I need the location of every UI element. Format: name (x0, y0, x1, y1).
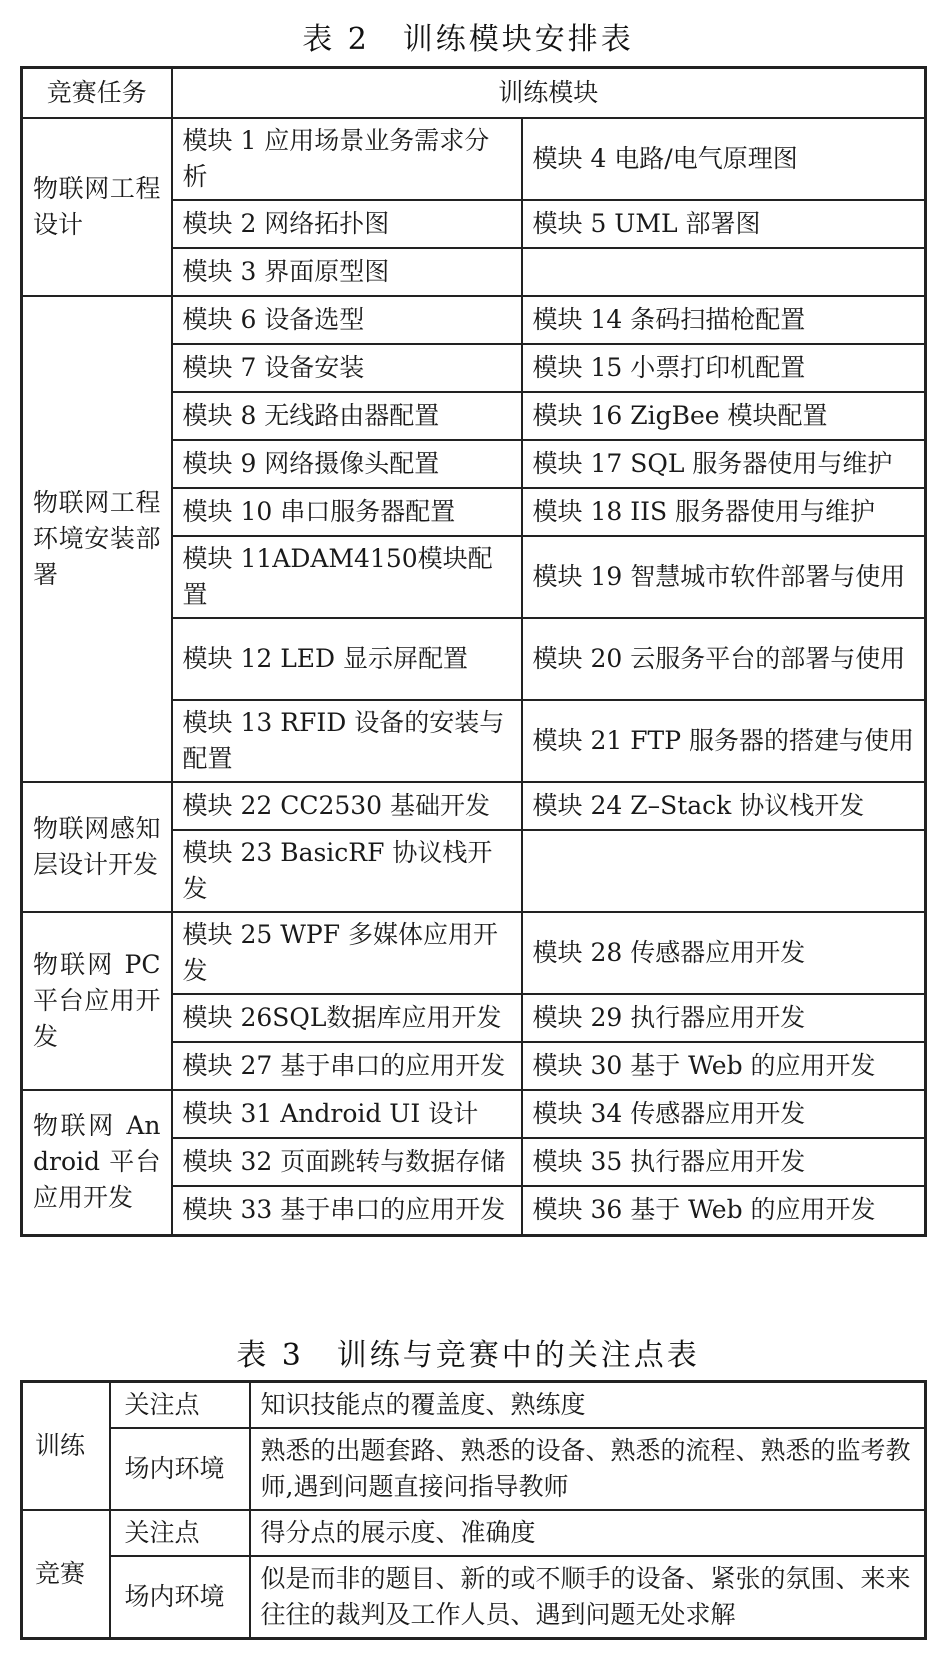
module-cell: 模块 27 基于串口的应用开发 (172, 1042, 522, 1090)
task-cell: 物联网 PC 平台应用开发 (22, 912, 172, 1090)
module-cell: 模块 1 应用场景业务需求分析 (172, 118, 522, 200)
module-cell: 模块 26SQL数据库应用开发 (172, 994, 522, 1042)
table-header-row (22, 68, 926, 118)
module-cell: 模块 5 UML 部署图 (522, 200, 926, 248)
task-cell: 物联网感知层设计开发 (22, 782, 172, 912)
module-cell: 模块 18 IIS 服务器使用与维护 (522, 488, 926, 536)
module-cell (522, 248, 926, 296)
task-cell: 物联网工程环境安装部署 (22, 296, 172, 782)
module-cell: 模块 19 智慧城市软件部署与使用 (522, 536, 926, 618)
module-cell: 模块 36 基于 Web 的应用开发 (522, 1186, 926, 1236)
cropped-text-line (20, 0, 800, 4)
table-row (22, 296, 926, 344)
module-cell: 模块 7 设备安装 (172, 344, 522, 392)
module-cell: 模块 8 无线路由器配置 (172, 392, 522, 440)
description-cell: 知识技能点的覆盖度、熟练度 (250, 1382, 926, 1429)
module-cell: 模块 25 WPF 多媒体应用开发 (172, 912, 522, 994)
aspect-cell: 关注点 (110, 1510, 250, 1556)
description-cell: 熟悉的出题套路、熟悉的设备、熟悉的流程、熟悉的监考教师,遇到问题直接问指导教师 (250, 1428, 926, 1510)
module-cell (522, 830, 926, 912)
table-row (22, 1428, 926, 1510)
aspect-cell: 场内环境 (110, 1428, 250, 1510)
training-module-table (20, 66, 927, 1237)
table-3-caption: 表 3 训练与竞赛中的关注点表 (236, 1338, 700, 1373)
module-cell: 模块 16 ZigBee 模块配置 (522, 392, 926, 440)
table-row (22, 1382, 926, 1429)
category-cell: 训练 (22, 1382, 110, 1511)
module-cell: 模块 30 基于 Web 的应用开发 (522, 1042, 926, 1090)
category-cell: 竞赛 (22, 1510, 110, 1639)
module-cell: 模块 22 CC2530 基础开发 (172, 782, 522, 830)
module-cell: 模块 35 执行器应用开发 (522, 1138, 926, 1186)
description-cell: 似是而非的题目、新的或不顺手的设备、紧张的氛围、来来往往的裁判及工作人员、遇到问题无处求解 (250, 1556, 926, 1639)
module-cell: 模块 11ADAM4150模块配置 (172, 536, 522, 618)
module-cell: 模块 9 网络摄像头配置 (172, 440, 522, 488)
module-cell: 模块 32 页面跳转与数据存储 (172, 1138, 522, 1186)
module-cell: 模块 31 Android UI 设计 (172, 1090, 522, 1138)
module-cell: 模块 33 基于串口的应用开发 (172, 1186, 522, 1236)
aspect-cell: 场内环境 (110, 1556, 250, 1639)
table-row (22, 1510, 926, 1556)
task-cell: 物联网 Android 平台应用开发 (22, 1090, 172, 1236)
table-row (22, 782, 926, 830)
module-cell: 模块 23 BasicRF 协议栈开发 (172, 830, 522, 912)
header-modules: 训练模块 (172, 68, 926, 118)
table-row (22, 118, 926, 200)
module-cell: 模块 20 云服务平台的部署与使用 (522, 618, 926, 700)
module-cell: 模块 6 设备选型 (172, 296, 522, 344)
module-cell: 模块 24 Z–Stack 协议栈开发 (522, 782, 926, 830)
module-cell: 模块 12 LED 显示屏配置 (172, 618, 522, 700)
module-cell: 模块 2 网络拓扑图 (172, 200, 522, 248)
module-cell: 模块 34 传感器应用开发 (522, 1090, 926, 1138)
table-row (22, 912, 926, 994)
task-cell: 物联网工程设计 (22, 118, 172, 296)
header-task: 竞赛任务 (22, 68, 172, 118)
focus-points-table (20, 1380, 927, 1640)
module-cell: 模块 3 界面原型图 (172, 248, 522, 296)
module-cell: 模块 14 条码扫描枪配置 (522, 296, 926, 344)
module-cell: 模块 21 FTP 服务器的搭建与使用 (522, 700, 926, 782)
table-2-caption: 表 2 训练模块安排表 (302, 22, 634, 57)
module-cell: 模块 28 传感器应用开发 (522, 912, 926, 994)
table-row (22, 1090, 926, 1138)
module-cell: 模块 29 执行器应用开发 (522, 994, 926, 1042)
module-cell: 模块 13 RFID 设备的安装与配置 (172, 700, 522, 782)
aspect-cell: 关注点 (110, 1382, 250, 1429)
module-cell: 模块 10 串口服务器配置 (172, 488, 522, 536)
module-cell: 模块 17 SQL 服务器使用与维护 (522, 440, 926, 488)
description-cell: 得分点的展示度、准确度 (250, 1510, 926, 1556)
module-cell: 模块 4 电路/电气原理图 (522, 118, 926, 200)
table-row (22, 1556, 926, 1639)
module-cell: 模块 15 小票打印机配置 (522, 344, 926, 392)
